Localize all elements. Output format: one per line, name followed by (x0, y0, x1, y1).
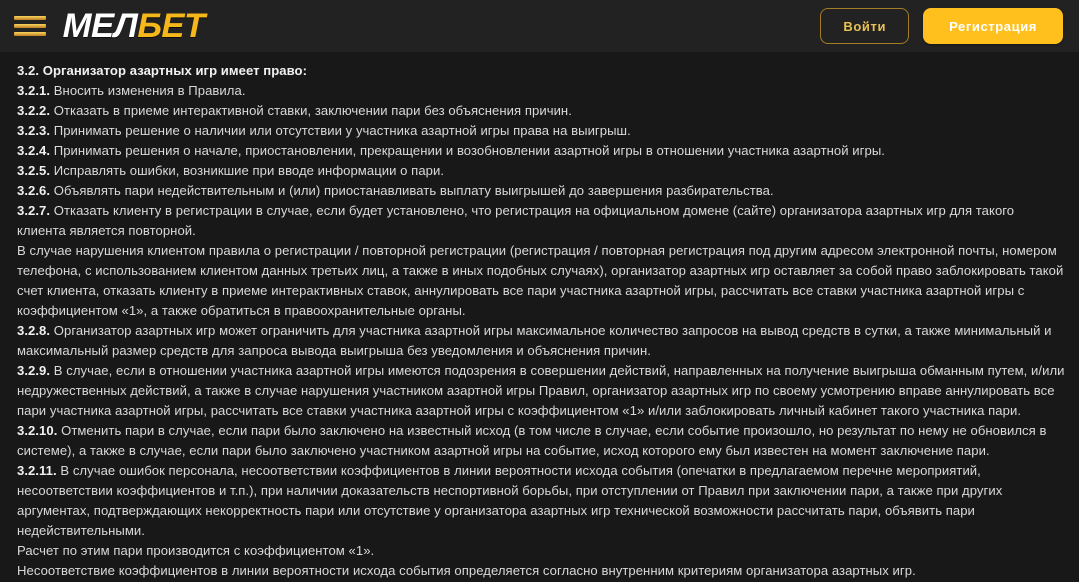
rules-paragraph-number: 3.2. (17, 63, 40, 78)
login-button[interactable]: Войти (820, 8, 909, 44)
rules-paragraph-text: В случае ошибок персонала, несоответствии коэффициентов в линии вероятности исхода события (опечатки в предлагаемом перечне мероприятий, несоответствии коэффициентов и т.п.), при наличии доказательств неспортивной борьбы, при отступлении от Правил при заключении пари, а также при других аргументах, подтверждающих некорректность пари или отсутствие у организатора азартных игр технической возможности рассчитать пари, объявить пари недействительными. (17, 463, 1003, 538)
rules-paragraph-text: Принимать решения о начале, приостановлении, прекращении и возобновлении азартной игры в отношении участника азартной игры. (50, 143, 885, 158)
rules-paragraph-list (17, 61, 1065, 581)
rules-paragraph (17, 81, 1065, 101)
rules-paragraph (17, 201, 1065, 241)
logo-text-bet: БЕТ (137, 7, 205, 45)
header-left-group (14, 9, 203, 43)
rules-paragraph-text: Исправлять ошибки, возникшие при вводе информации о пари. (50, 163, 445, 178)
rules-paragraph-text: Отказать клиенту в регистрации в случае, если будет установлено, что регистрация на официальном домене (сайте) организатора азартных игр для такого клиента является повторной. (17, 203, 1015, 238)
rules-paragraph-text: Объявлять пари недействительным и (или) приостанавливать выплату выигрышей до завершения разбирательства. (50, 183, 774, 198)
logo-text-mel: МЕЛ (62, 7, 138, 45)
rules-paragraph-text: Отказать в приеме интерактивной ставки, заключении пари без объяснения причин. (50, 103, 572, 118)
rules-paragraph-number: 3.2.5. (17, 163, 51, 178)
rules-paragraph-text: В случае, если в отношении участника азартной игры имеются подозрения в совершении действий, направленных на получение выигрыша обманным путем, и/или недружественных действий, а также в случае нарушения участником азартной игры Правил, организатор азартных игр по своему усмотрению вправе аннулировать все пари участника азартной игры, рассчитать все ставки участника азартной игры с коэффициентом «1» и/или заблокировать личный кабинет такого участника пари. (17, 363, 1065, 418)
rules-paragraph-number: 3.2.11. (17, 463, 57, 478)
rules-paragraph (17, 181, 1065, 201)
rules-paragraph (17, 541, 1065, 561)
rules-paragraph-number: 3.2.9. (17, 363, 51, 378)
rules-paragraph-number: 3.2.10. (17, 423, 58, 438)
rules-paragraph (17, 141, 1065, 161)
rules-paragraph (17, 161, 1065, 181)
hamburger-bar-3 (14, 32, 46, 36)
rules-document-body (0, 52, 1079, 581)
rules-paragraph-number: 3.2.1. (17, 83, 51, 98)
rules-paragraph-text: Вносить изменения в Правила. (50, 83, 246, 98)
rules-paragraph-text: Организатор азартных игр имеет право: (39, 63, 308, 78)
rules-paragraph-text: Расчет по этим пари производится с коэффициентом «1». (17, 543, 375, 558)
rules-paragraph-number: 3.2.6. (17, 183, 51, 198)
rules-paragraph-number: 3.2.2. (17, 103, 51, 118)
hamburger-bar-1 (14, 16, 46, 20)
register-button[interactable]: Регистрация (923, 8, 1063, 44)
rules-paragraph-text: Организатор азартных игр может ограничить для участника азартной игры максимальное количество запросов на вывод средств в сутки, а также минимальный и максимальный размер средств для запроса вывода выигрыша без уведомления и объяснения причин. (17, 323, 1052, 358)
site-logo[interactable] (63, 9, 205, 43)
rules-paragraph-number: 3.2.3. (17, 123, 51, 138)
rules-paragraph (17, 361, 1065, 421)
rules-paragraph-number: 3.2.8. (17, 323, 51, 338)
header-right-group (820, 8, 1063, 44)
rules-paragraph (17, 561, 1065, 581)
rules-paragraph-text: Принимать решение о наличии или отсутствии у участника азартной игры права на выигрыш. (50, 123, 631, 138)
rules-paragraph-number: 3.2.7. (17, 203, 51, 218)
rules-paragraph-text: В случае нарушения клиентом правила о регистрации / повторной регистрации (регистрация / повторная регистрация под другим адресом электронной почты, номером телефона, с использованием клиентом данных третьих лиц, а также в иных подобных случаях), организатор азартных игр оставляет за собой право заблокировать такой счет клиента, отказать клиенту в приеме интерактивных ставок, аннулировать все пари участника азартной игры, рассчитать все ставки участника азартной игры с коэффициентом «1», а также обратиться в правоохранительные органы. (17, 243, 1064, 318)
site-header (0, 0, 1079, 52)
rules-paragraph-text: Несоответствие коэффициентов в линии вероятности исхода события определяется согласно внутренним критериям организатора азартных игр. (17, 563, 916, 578)
rules-paragraph-text: Отменить пари в случае, если пари было заключено на известный исход (в том числе в случае, если событие произошло, но результат по нему не обновился в системе), а также в случае, если пари было заключено участником азартной игры на событие, исход которого ему был известен на момент заключение пари. (17, 423, 1047, 458)
hamburger-menu-icon[interactable] (14, 14, 46, 38)
rules-paragraph (17, 421, 1065, 461)
rules-paragraph (17, 101, 1065, 121)
hamburger-bar-2 (14, 24, 46, 28)
rules-paragraph (17, 321, 1065, 361)
rules-paragraph (17, 241, 1065, 321)
rules-paragraph (17, 121, 1065, 141)
rules-paragraph-number: 3.2.4. (17, 143, 51, 158)
rules-section-heading (17, 61, 1065, 81)
rules-paragraph (17, 461, 1065, 541)
